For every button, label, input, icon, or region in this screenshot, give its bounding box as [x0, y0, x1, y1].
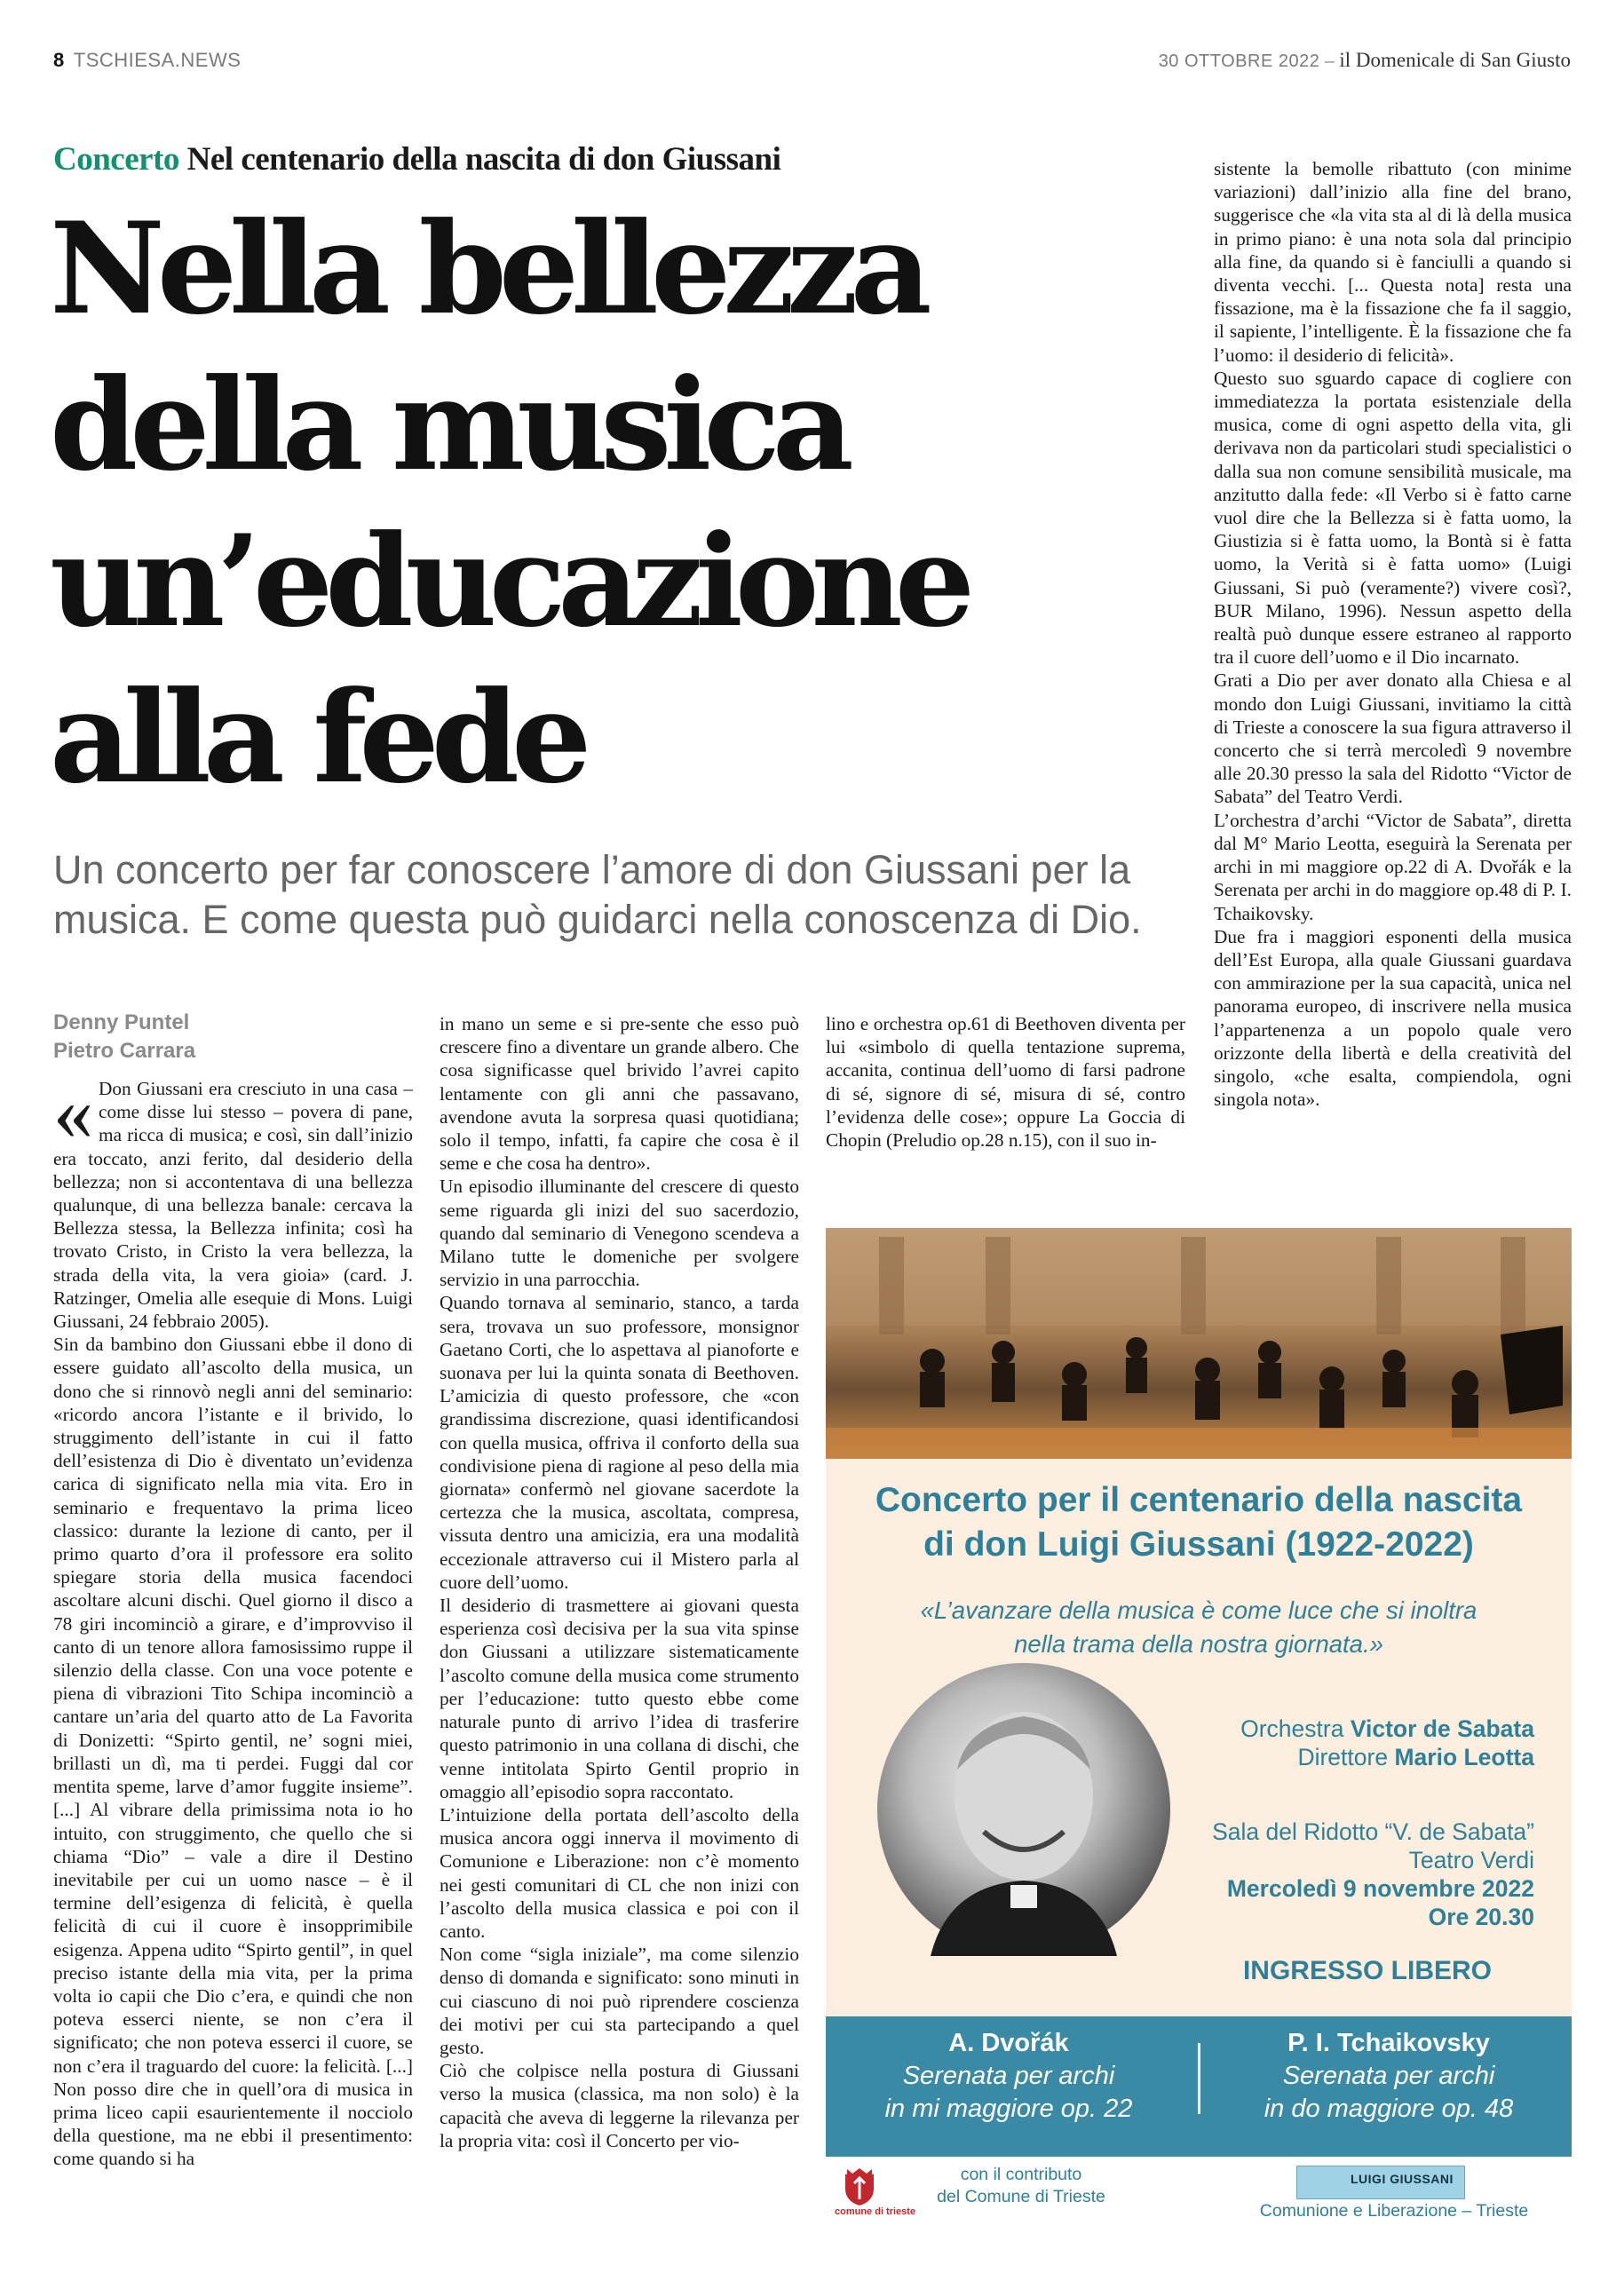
body-paragraph: lino e orchestra op.61 di Beethoven diventa per lui «simbolo di quella tentazione suprema, accanita, continua dell’uomo di farsi padrone di sé, signore di sé, misura di sé, contro l’evidenza delle cose»; oppure La Goccia di Chopin (Preludio op.28 n.15), con il suo in-	[826, 1013, 1185, 1152]
publication-name: il Domenicale di San Giusto	[1339, 49, 1571, 71]
composer-name: A. Dvořák	[948, 2029, 1069, 2057]
body-paragraph: Don Giussani era cresciuto in una casa – come disse lui stesso – povera di pane, ma ricca di musica; e così, sin dall’inizio era toccato, anzi ferito, dal desiderio della bellezza; non si accontentava di una bellezza qualunque, di una bellezza banale: cercava la Bellezza stessa, la Bellezza infinita; così ha trovato Cristo, in Cristo la vera bellezza, la strada della vita, la vera gioia» (card. J. Ratzinger, Omelia alle esequie di Mons. Luigi Giussani, 24 febbraio 2005).	[53, 1078, 413, 1333]
giussani-logo	[1296, 2166, 1465, 2199]
body-paragraph: Due fra i maggiori esponenti della musica dell’Est Europa, alla quale Giussani guardava con ammirazione per la sua capacità, unica nel panorama europeo, di inscrivere nella musica l’appartenenza a un popolo quale vero orizzonte della libertà e della creatività del singolo, «che esalta, compiendola, ogni singola nota».	[1214, 925, 1572, 1111]
body-paragraph: Non come “sigla iniziale”, ma come silenzio denso di domanda e significato: sono minuti in cui ciascuno di noi può riprendere coscienza dei motivi per cui sta partecipando a quel gesto.	[440, 1944, 799, 2058]
composer-name: P. I. Tchaikovsky	[1287, 2029, 1490, 2057]
composer-work: Serenata per archi	[1282, 2062, 1495, 2090]
composer-work: Serenata per archi	[902, 2062, 1115, 2090]
poster-title-line: di don Luigi Giussani (1922-2022)	[923, 1525, 1474, 1564]
concert-time-text: Ore 20.30	[1428, 1904, 1534, 1930]
band-divider	[1198, 2043, 1200, 2114]
body-paragraph: in mano un seme e si pre-sente che esso può crescere fino a diventare un grande albero. Che cosa significasse quel brivido l’avrei capito lentamente con gli anni che passavano, avendone avuta la sorpresa quasi quotidiana; solo il tempo, infatti, fa capire che cosa è il seme e che cosa ha dentro».	[440, 1013, 799, 1175]
body-paragraph: Il desiderio di trasmettere ai giovani questa esperienza così decisiva per la sua vita spinse don Giussani a utilizzare sistematicamente l’ascolto comune della musica come strumento per l’educazione: tutto questo ebbe come naturale punto di arrivo l’idea di trasferire questo patrimonio in una collana di dischi, che venne intitolata Spirto Gentil proprio in omaggio all’episodio sopra raccontato.	[440, 1595, 799, 1802]
orchestra-photo	[826, 1228, 1572, 1459]
composer-work: in do maggiore op. 48	[1264, 2095, 1514, 2123]
director-name: Mario Leotta	[1394, 1744, 1534, 1770]
program-band	[826, 2016, 1572, 2157]
header-separator: –	[1324, 49, 1335, 71]
logo-text: LUIGI GIUSSANI	[1351, 2172, 1454, 2186]
body-paragraph: Grati a Dio per aver donato alla Chiesa e al mondo don Luigi Giussani, invitiamo la città di Trieste a conoscere la sua figura attraverso il concerto che si terrà mercoledì 9 novembre alle 20.30 presso la sala del Ridotto “Victor de Sabata” del Teatro Verdi.	[1214, 669, 1572, 808]
body-column-2	[440, 1012, 799, 2152]
author: Denny Puntel	[53, 1010, 190, 1034]
body-column-1	[53, 1069, 413, 2171]
venue-info	[1161, 1818, 1534, 1931]
orchestra-label: Orchestra	[1240, 1715, 1344, 1742]
author: Pietro Carrara	[53, 1039, 196, 1063]
contribution-line: con il contributo	[960, 2165, 1082, 2184]
orchestra-illustration	[826, 1228, 1572, 1459]
concert-time	[1161, 1903, 1534, 1931]
concert-poster	[826, 1228, 1572, 2224]
body-paragraph: L’orchestra d’archi “Victor de Sabata”, diretta dal M° Mario Leotta, eseguirà la Serenata per archi in mi maggiore op.22 di A. Dvořák e la Serenata per archi in do maggiore op.48 di P. I. Tchaikovsky.	[1214, 809, 1572, 924]
venue-name: Sala del Ridotto “V. de Sabata”	[1212, 1818, 1534, 1845]
body-column-4	[1214, 157, 1572, 1111]
orchestra-line	[1161, 1715, 1534, 1743]
poster-quote	[826, 1594, 1572, 1661]
article-subtitle: Un concerto per far conoscere l’amore di don Giussani per la musica. E come questa può guidarci nella conoscenza di Dio.	[53, 847, 1142, 942]
body-paragraph: L’intuizione della portata dell’ascolto della musica ancora oggi innerva il movimento di Comunione e Liberazione: non c’è momento nei gesti comunitari di CL che non inizi con l’ascolto della musica classica e poi con il canto.	[440, 1803, 799, 1942]
poster-quote-line: «L’avanzare della musica è come luce che si inoltra	[920, 1596, 1477, 1624]
body-paragraph: Quando tornava al seminario, stanco, a tarda sera, trovava un suo professore, monsignor Gaetano Corti, che lo aspettava al pianoforte e suonava per lui la quinta sonata di Beethoven. L’amicizia di questo professore, che «con grandissima discrezione, quasi identificandosi con quella musica, offriva il conforto della sua condivisione piena di ragione al peso della mia giornata» confermò nel giovane sacerdote la certezza che la musica, ascoltata, compresa, vissuta dentro una amicizia, era una modalità eccezionale attraverso cui il Mistero parla al cuore dell’uomo.	[440, 1292, 799, 1593]
kicker-label: Concerto	[53, 141, 179, 178]
portrait-illustration	[877, 1663, 1170, 1956]
article-authors	[53, 1009, 195, 1065]
organizer-label: Comunione e Liberazione – Trieste	[1259, 2201, 1529, 2221]
article-title	[50, 191, 1151, 816]
header-right	[1159, 49, 1571, 72]
body-paragraph: Questo suo sguardo capace di cogliere con immediatezza la portata esistenziale della musica, come di ogni aspetto della vita, gli derivava non da particolari studi specialistici o dalla sua non comune sensibilità musicale, ma anzitutto dalla fede: «Il Verbo si è fatto carne vuol dire che la Bellezza si è fatta uomo, la Giustizia si è fatta uomo, la Bontà si è fatta uomo, la Verità si è fatta uomo» (Luigi Giussani, Si può (veramente?) vivere così?, BUR Milano, 1996). Nessun aspetto della realtà può dunque essere estraneo al rapporto tra il cuore dell’uomo e il Dio incarnato.	[1214, 367, 1572, 669]
director-label: Direttore	[1297, 1744, 1389, 1770]
header-left	[53, 49, 241, 72]
body-paragraph: sistente la bemolle ribattuto (con minime variazioni) dall’inizio alla fine del brano, suggerisce che «la vita sta al di là della musica in primo piano: è una nota sola dal principio alla fine, da quando si è fanciulli a quando si diventa vecchi. [... Questa nota] resta una fissazione, ma è la fissazione che fa il saggio, il sapiente, l’intelligente. È la fissazione che fa l’uomo: il desiderio di felicità».	[1214, 158, 1572, 366]
orchestra-name: Victor de Sabata	[1350, 1715, 1534, 1742]
composer-tchaikovsky	[1211, 2027, 1566, 2126]
director-line	[1161, 1743, 1534, 1771]
poster-title	[826, 1478, 1572, 1567]
poster-footer	[826, 2157, 1572, 2224]
contribution-note	[906, 2164, 1137, 2208]
poster-quote-line: nella trama della nostra giornata.»	[1014, 1630, 1383, 1658]
orchestra-info	[1161, 1715, 1534, 1771]
page-number: 8	[53, 49, 65, 71]
body-column-3	[826, 1012, 1185, 1152]
title-line: alla fede	[50, 664, 584, 812]
composer-work: in mi maggiore op. 22	[884, 2095, 1133, 2123]
body-paragraph: Ciò che colpisce nella postura di Giussani verso la musica (classica, ma non solo) è la capacità che aveva di leggerne la rilevanza per la propria vita: così il Concerto per vio-	[440, 2060, 799, 2151]
title-line: della musica	[50, 352, 846, 499]
trieste-crest-icon	[842, 2167, 877, 2206]
crest-label: comune di trieste	[835, 2206, 916, 2217]
contribution-line: del Comune di Trieste	[937, 2187, 1105, 2206]
theatre-name: Teatro Verdi	[1408, 1847, 1534, 1873]
article-kicker	[53, 140, 780, 178]
title-line: un’educazione	[50, 508, 968, 655]
composer-dvorak	[831, 2027, 1186, 2126]
concert-date	[1161, 1874, 1534, 1903]
concert-date-text: Mercoledì 9 novembre 2022	[1226, 1875, 1534, 1902]
title-line: Nella bellezza	[50, 195, 924, 343]
poster-title-line: Concerto per il centenario della nascita	[875, 1481, 1523, 1519]
drop-quote-mark: «	[53, 1069, 93, 1157]
kicker-text: Nel centenario della nascita di don Giussani	[186, 141, 781, 178]
giussani-portrait	[877, 1663, 1170, 1956]
body-paragraph: Sin da bambino don Giussani ebbe il dono di essere guidato all’ascolto della musica, un dono che si rinnovò negli anni del seminario: «ricordo ancora l’istante e il brivido, lo struggimento dell’istante in cui il fatto dell’esistenza di Dio è diventato un’evidenza carica di significato nella mia vita. Ero in seminario e frequentavo la prima liceo classico: durante la lezione di canto, per il primo quarto d’ora il professore era solito spiegare storia della musica facendoci ascoltare alcuni dischi. Quel giorno il disco a 78 giri incominciò a girare, e d’improvviso il canto di un tenore allora famosissimo ruppe il silenzio della classe. Con una voce potente e piena di vibrazioni Tito Schipa incominciò a cantare un’aria del quarto atto de La Favorita di Donizetti: “Spirto gentil, ne’ sogni miei, brillasti un dì, ma ti perdei. Fuggi dal cor mentita speme, larve d’amor fuggite insieme”. [...] Al vibrare della primissima nota io ho intuito, con struggimento, che quello che si chiama “Dio” – vale a dire il Destino inevitabile per cui un uomo nasce – è il termine dell’esigenza di felicità, è quella felicità di cui il cuore è insopprimibile esigenza. Appena udito “Spirto gentil”, in quel preciso istante della mia vita, per la prima volta io capii che Dio c’era, e quindi che non poteva esserci niente, se non c’era il significato; che non poteva esserci il cuore, se non c’era il traguardo del cuore: la felicità. [...] Non posso dire che in quell’ora di musica in prima liceo capii esaurientemente il nocciolo della questione, ma ne ebbi il presentimento: come quando si ha	[53, 1334, 413, 2170]
issue-date: 30 OTTOBRE 2022	[1158, 51, 1320, 71]
body-paragraph: Un episodio illuminante del crescere di questo seme riguarda gli inizi del suo sacerdozio, quando dal seminario di Venegono scendeva a Milano tutte le domeniche per svolgere servizio in una parrocchia.	[440, 1176, 799, 1291]
free-entry-label: INGRESSO LIBERO	[1242, 1956, 1493, 1985]
section-name: TSCHIESA.NEWS	[73, 49, 242, 71]
